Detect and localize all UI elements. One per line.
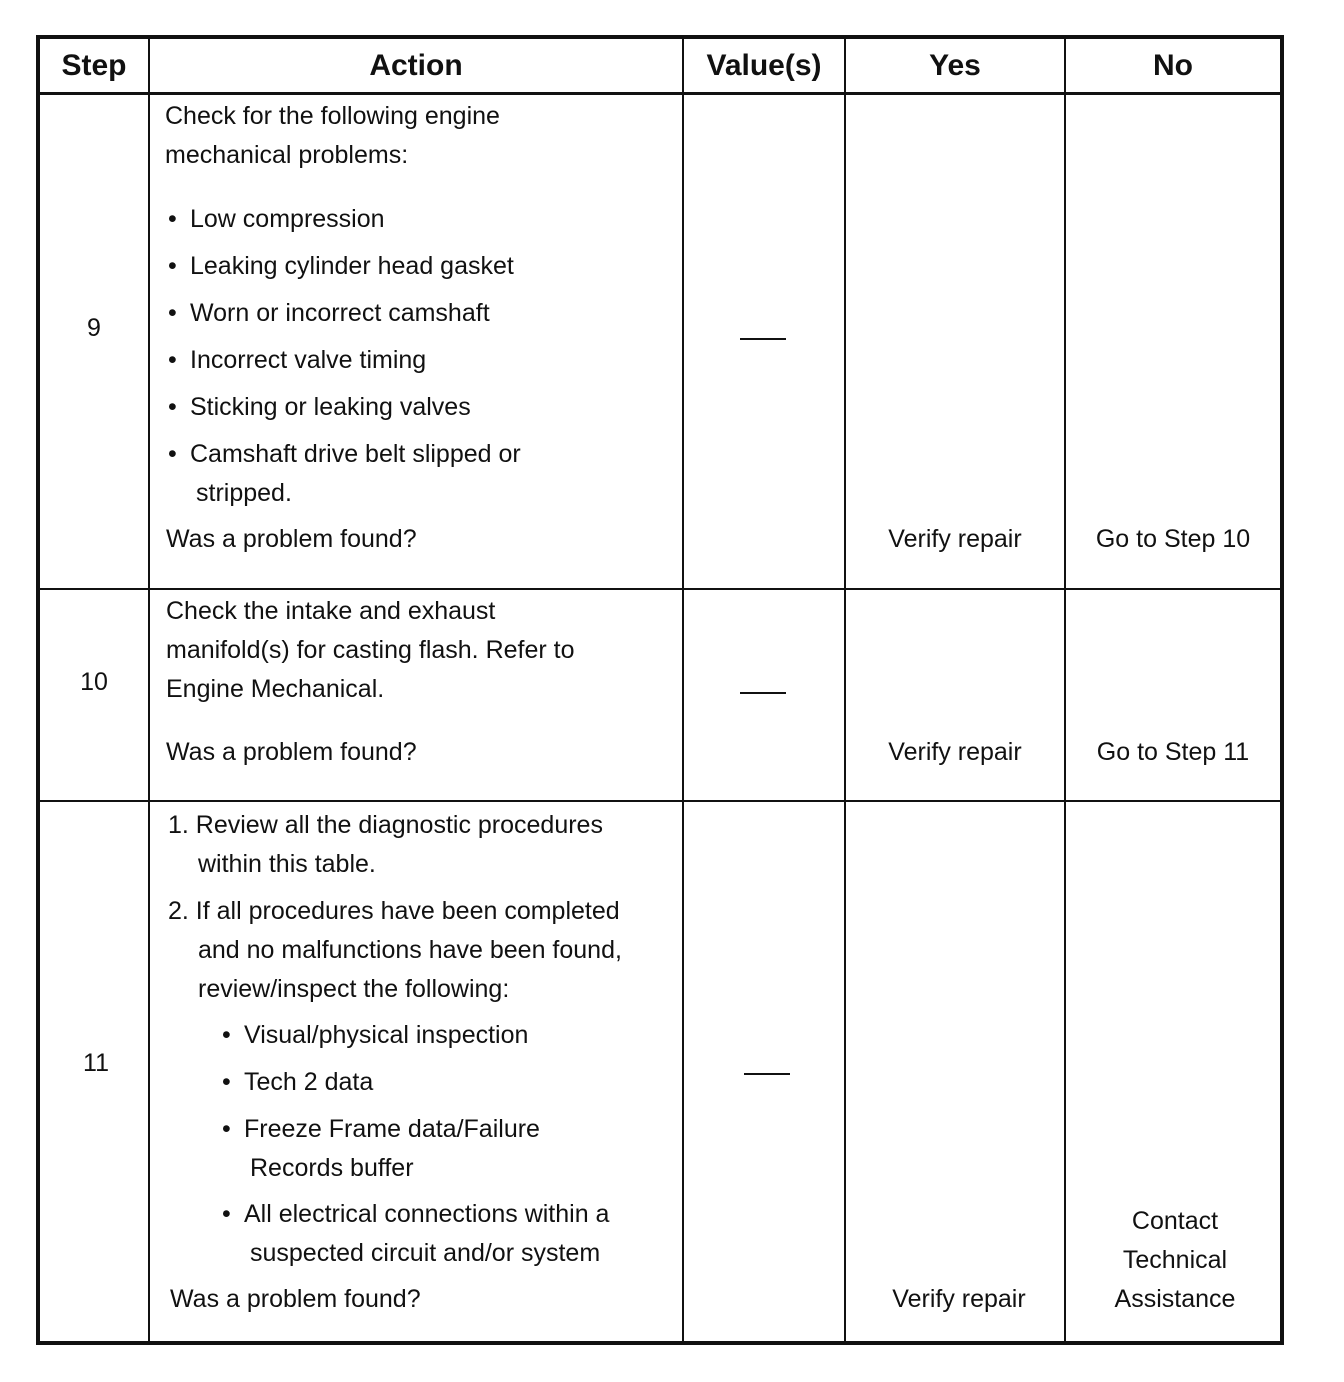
bullet-icon: • xyxy=(168,205,177,233)
action-text: manifold(s) for casting flash. Refer to xyxy=(166,636,575,664)
action-text: Check for the following engine xyxy=(165,102,500,130)
bullet-icon: • xyxy=(222,1200,231,1228)
list-item: Sticking or leaking valves xyxy=(190,393,471,421)
row-divider xyxy=(40,588,1280,590)
diagnostic-table xyxy=(36,35,1284,1345)
bullet-icon: • xyxy=(222,1115,231,1143)
action-text: within this table. xyxy=(198,850,376,878)
yes-action: Verify repair xyxy=(892,1285,1026,1313)
list-item: Worn or incorrect camshaft xyxy=(190,299,490,327)
header-divider xyxy=(40,92,1280,95)
column-divider xyxy=(148,39,150,1341)
list-item: Low compression xyxy=(190,205,385,233)
bullet-icon: • xyxy=(222,1068,231,1096)
action-text: 1. Review all the diagnostic procedures xyxy=(168,811,603,839)
question-text: Was a problem found? xyxy=(166,525,417,553)
action-text: review/inspect the following: xyxy=(198,975,510,1003)
list-item-continuation: Records buffer xyxy=(250,1154,414,1182)
column-divider xyxy=(1064,39,1066,1341)
no-action: Contact xyxy=(1131,1207,1219,1235)
list-item: Leaking cylinder head gasket xyxy=(190,252,514,280)
no-action: Assistance xyxy=(1114,1285,1236,1313)
bullet-icon: • xyxy=(168,440,177,468)
row-divider xyxy=(40,800,1280,802)
action-text: 2. If all procedures have been completed xyxy=(168,897,620,925)
list-item-continuation: suspected circuit and/or system xyxy=(250,1239,601,1267)
action-text: and no malfunctions have been found, xyxy=(198,936,622,964)
list-item-continuation: stripped. xyxy=(196,479,292,507)
question-text: Was a problem found? xyxy=(166,738,417,766)
column-divider xyxy=(682,39,684,1341)
column-divider xyxy=(844,39,846,1341)
header-action: Action xyxy=(369,48,463,82)
header-no: No xyxy=(1153,48,1193,82)
bullet-icon: • xyxy=(168,252,177,280)
list-item: All electrical connections within a xyxy=(244,1200,610,1228)
list-item: Incorrect valve timing xyxy=(190,346,427,374)
list-item: Visual/physical inspection xyxy=(244,1021,529,1049)
no-action: Technical xyxy=(1122,1246,1228,1274)
bullet-icon: • xyxy=(168,393,177,421)
action-text: Engine Mechanical. xyxy=(166,675,385,703)
question-text: Was a problem found? xyxy=(170,1285,421,1313)
bullet-icon: • xyxy=(222,1021,231,1049)
value-dash xyxy=(740,338,786,340)
action-text: Check the intake and exhaust xyxy=(166,597,496,625)
list-item: Camshaft drive belt slipped or xyxy=(190,440,521,468)
list-item: Tech 2 data xyxy=(244,1068,374,1096)
header-step: Step xyxy=(61,48,127,82)
header-values: Value(s) xyxy=(706,48,822,82)
bullet-icon: • xyxy=(168,299,177,327)
header-yes: Yes xyxy=(929,48,981,82)
step-number: 9 xyxy=(87,314,101,342)
step-number: 10 xyxy=(80,668,108,696)
yes-action: Verify repair xyxy=(888,525,1022,553)
step-number: 11 xyxy=(83,1049,109,1077)
no-action: Go to Step 11 xyxy=(1096,738,1250,766)
value-dash xyxy=(744,1073,790,1075)
list-item: Freeze Frame data/Failure xyxy=(244,1115,540,1143)
bullet-icon: • xyxy=(168,346,177,374)
value-dash xyxy=(740,692,786,694)
no-action: Go to Step 10 xyxy=(1095,525,1251,553)
action-text: mechanical problems: xyxy=(165,141,409,169)
yes-action: Verify repair xyxy=(888,738,1022,766)
